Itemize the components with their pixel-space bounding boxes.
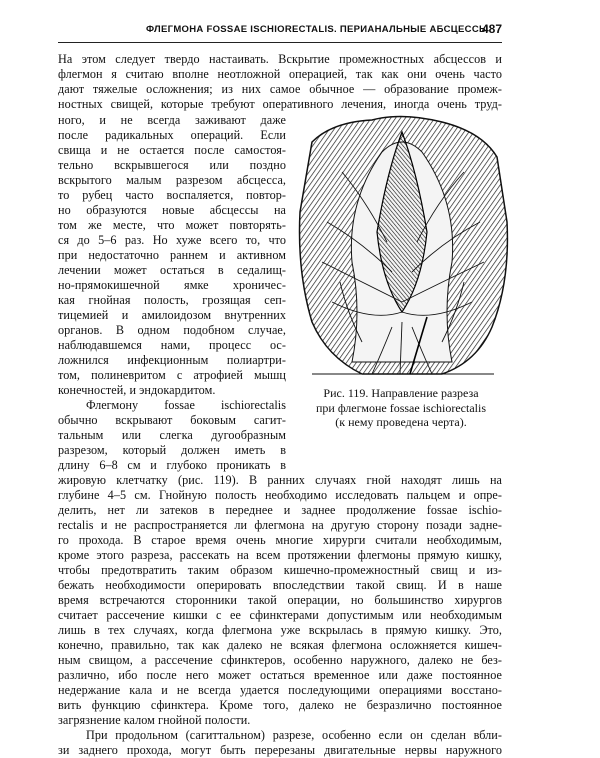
text-line: тицемией и амилоидозом внутренних (58, 308, 286, 322)
text-line: органов. В одном подобном случае, (58, 323, 286, 337)
text-line: но-прямокишечной ямке хроничес- (58, 278, 286, 292)
text-line: При продольном (сагиттальном) разрезе, особенно если он сделан вбли- (86, 728, 502, 742)
text-line: ностных свищей, которые требуют оперативного лечения, иногда очень труд- (58, 97, 502, 111)
caption-line: Рис. 119. Направление разреза (323, 386, 479, 400)
text-line: обычно вскрывают боковым сагит- (58, 413, 286, 427)
text-line: ного, и не всегда заживают даже (58, 113, 286, 127)
page-number: 487 (481, 22, 502, 36)
text-line: ложнился инфекционным полиартри- (58, 353, 286, 367)
text-line: недержание кала и не всегда удается последующими операциями восстано- (58, 683, 502, 697)
text-line: загрязнение калом гнойной полости. (58, 713, 251, 727)
text-line: том, полиневритом с атрофией мышц (58, 368, 286, 382)
text-line: чтобы предотвратить таким образом кишечно-промежностный свищ и из- (58, 563, 502, 577)
text-line: вскрытого малым разрезом абсцесса, (58, 173, 286, 187)
text-line: лишь в тех случаях, когда флегмона уже вскрылась в прямую кишку. Это, (58, 623, 502, 637)
text-line: делить, нет ли затеков в переднее и заднее продолжение fossae ischio- (58, 503, 502, 517)
text-line: но образуются новые абсцессы на (58, 203, 286, 217)
text-line: тальным или слегка дугообразным (58, 428, 286, 442)
text-line: то рубец часто воспаляется, повтор- (58, 188, 286, 202)
text-line: после радикальных операций. Если (58, 128, 286, 142)
text-line: ся до 5–6 раз. Но хуже всего то, что (58, 233, 286, 247)
text-line: время встречаются сторонники такой операции, но большинство хирургов (58, 593, 502, 607)
anatomical-illustration (292, 112, 514, 378)
text-line: зи заднего прохода, могут быть перерезаны двигательные нервы наружного (58, 743, 502, 757)
text-line: кая гнойная полость, грозящая сеп- (58, 293, 286, 307)
text-line: дают тяжелые осложнения; из них самое обычное — образование промеж- (58, 82, 502, 96)
text-line: жировую клетчатку (рис. 119). В ранних случаях гной находят лишь на (58, 473, 502, 487)
text-line: считает рассечение кишки с ее сфинктерами допустимым или необходимым (58, 608, 502, 622)
text-line: различно, ибо после него может остаться временное или даже постоянное (58, 668, 502, 682)
text-line: Флегмону fossae ischiorectalis (86, 398, 286, 412)
running-title: ФЛЕГМОНА FOSSAE ISCHIORECTALIS. ПЕРИАНАЛЬНЫЕ АБСЦЕССЫ (146, 24, 489, 35)
figure-caption (296, 386, 506, 430)
caption-line: (к нему проведена черта). (335, 415, 467, 429)
running-header (58, 22, 502, 43)
text-line: конечно, правильно, так как далеко не всякая флегмона осложняется кишеч- (58, 638, 502, 652)
text-line: тельно вскрывшегося или поздно (58, 158, 286, 172)
text-line: бежать необходимости оперировать впоследствии такой свищ. И в наше (58, 578, 502, 592)
text-line: том же месте, что может повторять- (58, 218, 286, 232)
text-line: длину 6–8 см и глубоко проникать в (58, 458, 286, 472)
text-line: свища и не остается после самостоя- (58, 143, 286, 157)
text-line: rectalis и не распространяется ли флегмона на другую сторону позади задне- (58, 518, 502, 532)
text-line: конечностей, и эндокардитом. (58, 383, 216, 397)
text-line: флегмон я считаю вполне неотложной операцией, так как они очень часто (58, 67, 502, 81)
caption-line: при флегмоне fossae ischiorectalis (315, 400, 487, 415)
text-line: го прохода. В старое время очень многие хирурги считали необходимым, (58, 533, 502, 547)
text-line: вить функцию сфинктера. Кроме того, далеко не безразлично постоянное (58, 698, 502, 712)
text-line: лечении может остаться в седалищ- (58, 263, 286, 277)
text-line: На этом следует твердо настаивать. Вскрытие промежностных абсцессов и (58, 52, 502, 66)
text-line: при недостаточно раннем и активном (58, 248, 286, 262)
text-line: наблюдавшемся нами, процесс ос- (58, 338, 286, 352)
text-line: глубине 4–5 см. Гнойную полость необходимо исследовать пальцем и опре- (58, 488, 502, 502)
text-line: кроме этого разреза, рассекать на всем протяжении флегмоны прямую кишку, (58, 548, 502, 562)
text-line: разрезом, который должен иметь в (58, 443, 286, 457)
text-line: ным свищом, а рассечение сфинктеров, особенно наружного, далеко не без- (58, 653, 502, 667)
